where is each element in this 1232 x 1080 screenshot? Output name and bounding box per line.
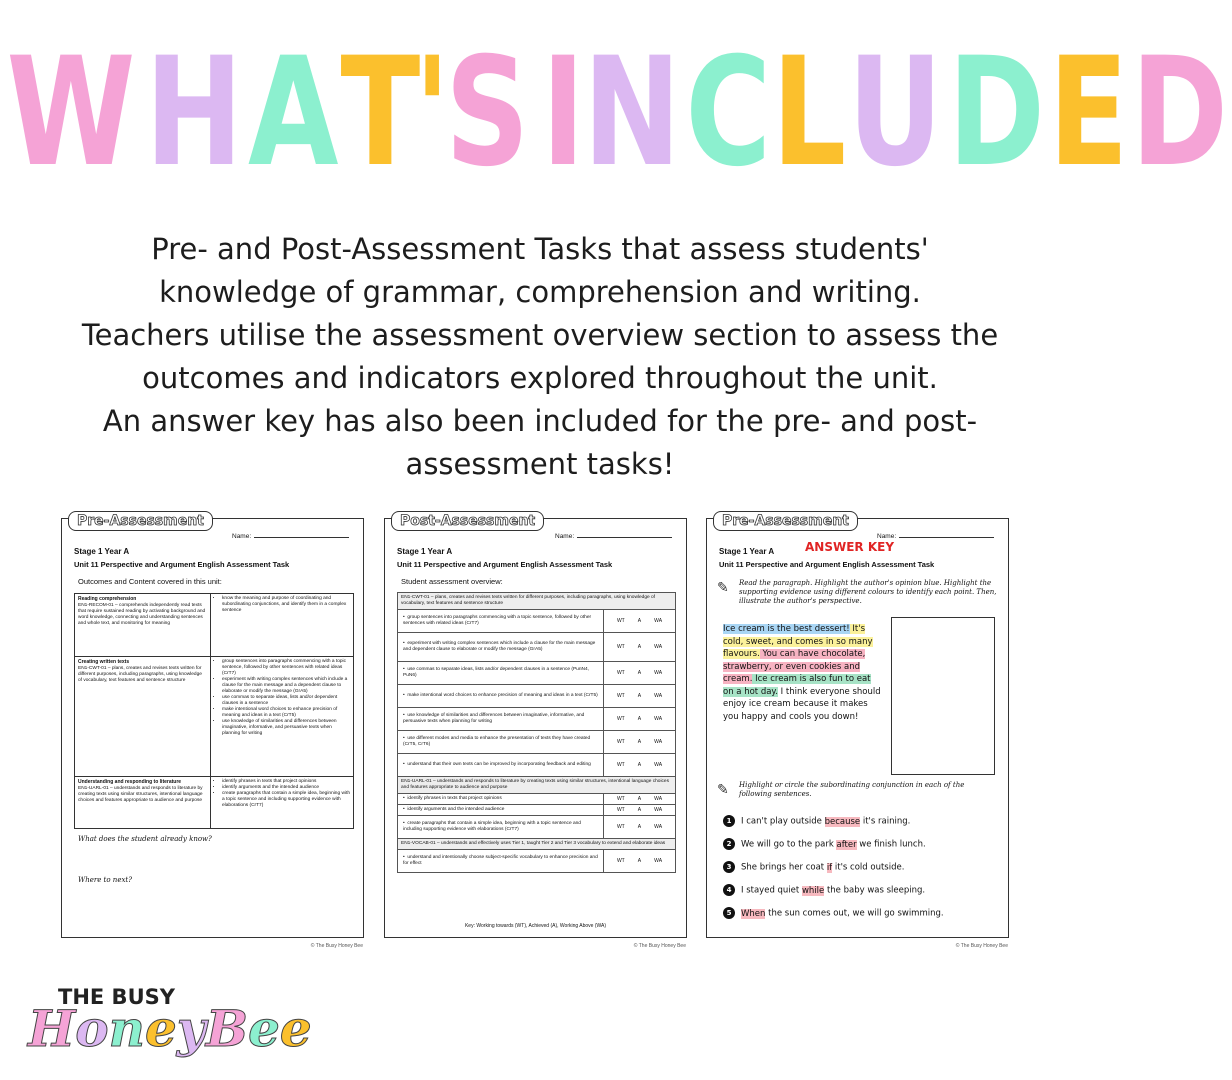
table-row: • make intentional word choices to enhance precision of meaning and ideas in a text (CrT5) WT A WA bbox=[398, 685, 676, 708]
outcome-row: EN1-CWT-01 – plans, creates and revises texts written for different purposes, including paragraphs, using knowledge of vocabulary, text features and sentence structure bbox=[398, 593, 676, 610]
headline-letter: T bbox=[340, 26, 422, 200]
question-next: Where to next? bbox=[78, 876, 132, 884]
sentence-item bbox=[723, 907, 944, 919]
sheet-tab: Post-Assessment bbox=[391, 511, 544, 531]
headline-letter: S bbox=[445, 26, 532, 200]
table-row: • understand that their own texts can be improved by incorporating feedback and editing WT A WA bbox=[398, 754, 676, 777]
overview-table bbox=[397, 592, 676, 873]
sheet-tab: Pre-Assessment bbox=[68, 511, 213, 531]
footer: © The Busy Honey Bee bbox=[955, 943, 1008, 949]
illustration-box bbox=[891, 617, 995, 775]
logo-line2: HoneyBee bbox=[28, 999, 312, 1058]
table-row: Creating written texts EN1-CWT-01 – plans, creates and revises texts written for different purposes, including paragraphs, using knowledge of vocabulary, text features and sentence structure • group sentences into paragraphs commencing with a topic sentence, followed by other sentences with related ideas (CrT7) • experiment with writing complex sentences which include a clause for the main message and a dependent clause to elaborate or modify the message (GrA5) • use commas to separate ideas, lists and/or dependent clauses in a sentence • make intentional word choices to enhance precision of meaning and ideas in a text (CrT5) • use knowledge of similarities and differences between imaginative, informative, and persuasive texts when planning for writing bbox=[75, 657, 354, 777]
sentence-text: I stayed quiet bbox=[741, 885, 802, 896]
table-row: • experiment with writing complex sentences which include a clause for the main message and dependent clause to elaborate or modify the message (GrA5) WT A WA bbox=[398, 633, 676, 662]
headline-letter: W bbox=[6, 26, 138, 200]
sentence-text: She brings her coat bbox=[741, 862, 827, 873]
description-line: knowledge of grammar, comprehension and writing. bbox=[159, 275, 921, 309]
number-badge: 3 bbox=[723, 861, 735, 873]
name-field: Name: bbox=[555, 533, 672, 540]
number-badge: 1 bbox=[723, 815, 735, 827]
footer: © The Busy Honey Bee bbox=[633, 943, 686, 949]
outcome-row: EN1-UARL-01 – understands and responds to literature by creating texts using similar structures, intentional language choices and features appropriate to audience and purpose bbox=[398, 777, 676, 794]
conjunction-highlight: after bbox=[836, 839, 857, 850]
table-row: • understand and intentionally choose subject-specific vocabulary to enhance precision and for effect WT A WA bbox=[398, 850, 676, 873]
sentence-text: it's raining. bbox=[860, 816, 911, 827]
pencil-icon: ✎ bbox=[717, 781, 729, 797]
description-line: Teachers utilise the assessment overview section to assess the bbox=[81, 318, 999, 352]
number-badge: 5 bbox=[723, 907, 735, 919]
answer-key-sheet bbox=[706, 513, 1009, 949]
sentence-text: the baby was sleeping. bbox=[824, 885, 926, 896]
name-field: Name: bbox=[877, 533, 994, 540]
paragraph-segment: It's cold, sweet, and comes in so many flavours. bbox=[723, 624, 873, 659]
unit-title: Unit 11 Perspective and Argument English Assessment Task bbox=[719, 560, 935, 569]
number-badge: 4 bbox=[723, 884, 735, 896]
logo-line1: THE BUSY bbox=[58, 985, 175, 1009]
headline-letter: N bbox=[583, 26, 683, 200]
headline-letter: H bbox=[145, 26, 245, 200]
name-field: Name: bbox=[232, 533, 349, 540]
conjunction-highlight: if bbox=[826, 862, 833, 873]
sentence-text: it's cold outside. bbox=[832, 862, 905, 873]
paragraph-segment: You can have chocolate, strawberry, or even cookies and cream. bbox=[723, 649, 866, 684]
sentence-item bbox=[723, 838, 926, 850]
table-row: Understanding and responding to literature EN1-UARL-01 – understands and responds to literature by creating texts using similar structures, intentional language choices and features appropriate to audience and purpose • identify phrases in texts that project opinions • identify arguments and the intended audience • create paragraphs that contain a simple idea, beginning with a topic sentence and including supporting evidence with elaborations (CrT7) bbox=[75, 777, 354, 829]
unit-title: Unit 11 Perspective and Argument English Assessment Task bbox=[74, 560, 290, 569]
intro-text: Outcomes and Content covered in this unit: bbox=[78, 577, 222, 586]
stage-label: Stage 1 Year A bbox=[719, 547, 775, 556]
paragraph-segment: Ice cream is also fun to eat on a hot day. bbox=[723, 674, 871, 697]
table-row: • group sentences into paragraphs commencing with a topic sentence, followed by other sentences with related ideas (CrT7) WT A WA bbox=[398, 610, 676, 633]
key-note: Key: Working towards (WT), Achieved (A), Working Above (WA) bbox=[464, 923, 607, 929]
description bbox=[40, 228, 1040, 486]
headline-letter: E bbox=[1048, 26, 1130, 200]
headline bbox=[0, 26, 1230, 200]
headline-letter: ' bbox=[414, 26, 453, 200]
headline-letter: D bbox=[948, 26, 1047, 200]
headline-letter: D bbox=[1131, 26, 1230, 200]
table-row: Reading comprehension EN1-RECOM-01 – comprehends independently read texts that require sustained reading by activating background and word knowledge, connecting and understanding sentences and whole text, and monitoring for meaning • know the meaning and purpose of coordinating and subordinating conjunctions, and identify them in a complex sentence bbox=[75, 594, 354, 657]
table-row: • use commas to separate ideas, lists and/or dependent clauses in a sentence (PunN4, PuN6) WT A WA bbox=[398, 662, 676, 685]
description-line: Pre- and Post-Assessment Tasks that assess students' bbox=[151, 232, 929, 266]
headline-letter: C bbox=[685, 26, 773, 200]
description-line: outcomes and indicators explored throughout the unit. bbox=[142, 361, 938, 395]
instruction-text: Highlight or circle the subordinating conjunction in each of the following sentences. bbox=[739, 781, 965, 798]
intro-text: Student assessment overview: bbox=[401, 577, 503, 586]
instruction-text: Read the paragraph. Highlight the author's opinion blue. Highlight the supporting evidence using different colours to identify each point. Then, illustrate the author's perspective. bbox=[739, 579, 997, 605]
sentence-text: I can't play outside bbox=[741, 816, 825, 827]
table-row: • identify arguments and the intended audience WT A WA bbox=[398, 805, 676, 816]
description-line: An answer key has also been included for the pre- and post- bbox=[102, 404, 978, 438]
table-row: • use different modes and media to enhance the presentation of texts they have created (CrT5, CrT6) WT A WA bbox=[398, 731, 676, 754]
table-row: • identify phrases in texts that project opinions WT A WA bbox=[398, 794, 676, 805]
conjunction-highlight: because bbox=[824, 816, 861, 827]
number-badge: 2 bbox=[723, 838, 735, 850]
brand-logo bbox=[28, 985, 312, 1065]
stage-label: Stage 1 Year A bbox=[397, 547, 453, 556]
sentence-item bbox=[723, 861, 904, 873]
stage-label: Stage 1 Year A bbox=[74, 547, 130, 556]
outcomes-table bbox=[74, 593, 354, 829]
headline-letter: U bbox=[848, 26, 945, 200]
paragraph-segment: Ice cream is the best dessert! bbox=[723, 624, 850, 634]
unit-title: Unit 11 Perspective and Argument English Assessment Task bbox=[397, 560, 613, 569]
post-assessment-sheet bbox=[384, 513, 687, 949]
conjunction-highlight: When bbox=[741, 908, 766, 919]
table-row: • use knowledge of similarities and differences between imaginative, informative, and persuasive texts when planning for writing WT A WA bbox=[398, 708, 676, 731]
sheet-tab: Pre-Assessment bbox=[713, 511, 858, 531]
highlighted-paragraph bbox=[723, 623, 883, 723]
question-know: What does the student already know? bbox=[78, 835, 212, 843]
paragraph-segment: I think everyone should enjoy ice cream because it makes you happy and cools you down! bbox=[723, 686, 881, 722]
description-line: assessment tasks! bbox=[405, 447, 675, 481]
headline-letter: L bbox=[771, 26, 848, 200]
sentence-item bbox=[723, 815, 910, 827]
sentence-text: the sun comes out, we will go swimming. bbox=[765, 908, 944, 919]
sentence-text: We will go to the park bbox=[741, 839, 837, 850]
headline-letter: A bbox=[248, 26, 341, 200]
table-row: • create paragraphs that contain a simple idea, beginning with a topic sentence and including supporting evidence with elaborations (CrT7) WT A WA bbox=[398, 816, 676, 839]
footer: © The Busy Honey Bee bbox=[310, 943, 363, 949]
conjunction-highlight: while bbox=[801, 885, 825, 896]
headline-letter: I bbox=[541, 26, 587, 200]
outcome-row: EN1-VOCAB-01 – understands and effectively uses Tier 1, taught Tier 2 and Tier 3 vocabulary to extend and elaborate ideas bbox=[398, 839, 676, 850]
sentence-item bbox=[723, 884, 925, 896]
pencil-icon: ✎ bbox=[717, 579, 729, 595]
pre-assessment-sheet bbox=[61, 513, 364, 949]
sentence-text: we finish lunch. bbox=[856, 839, 926, 850]
answer-key-label: ANSWER KEY bbox=[805, 540, 895, 554]
